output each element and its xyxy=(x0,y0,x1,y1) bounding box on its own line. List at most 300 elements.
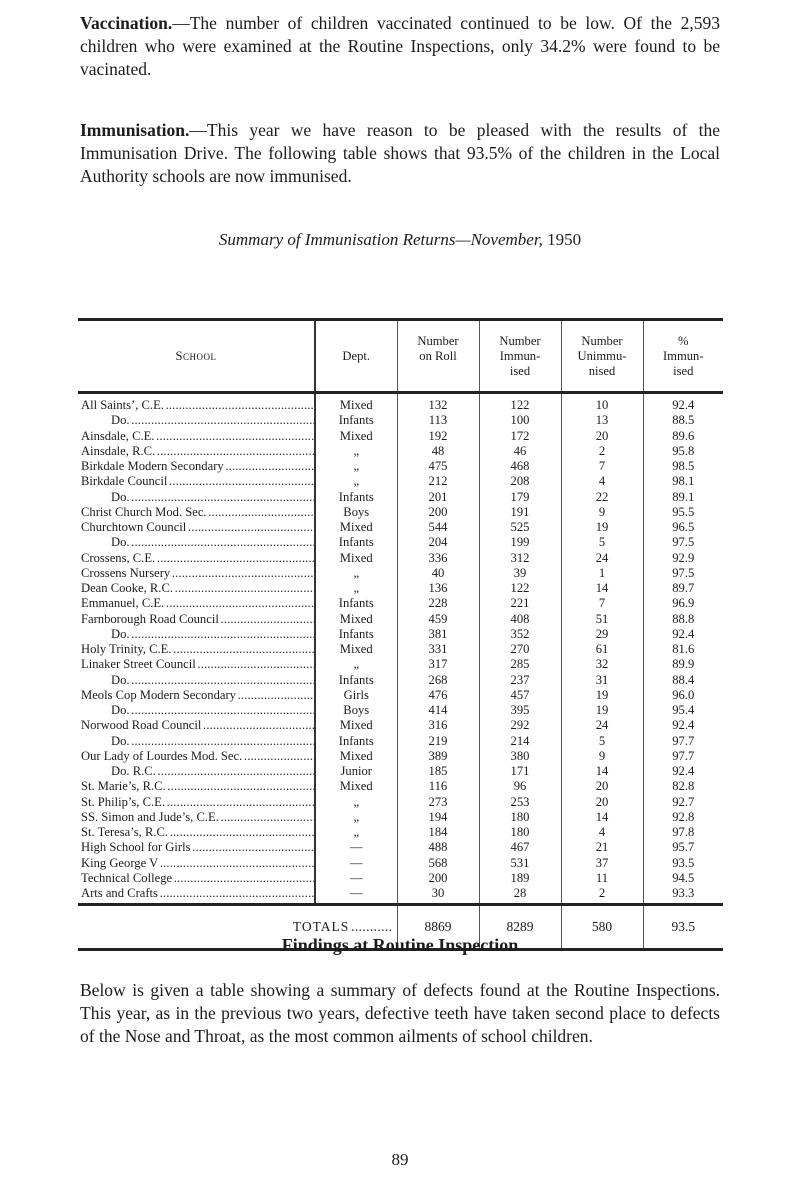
cell-percent: 89.1 xyxy=(643,490,723,505)
cell-roll: 192 xyxy=(397,429,479,444)
cell-dept: Mixed xyxy=(315,551,397,566)
cell-roll: 48 xyxy=(397,444,479,459)
cell-roll: 331 xyxy=(397,642,479,657)
table-row xyxy=(78,764,723,779)
cell-unimmunised: 5 xyxy=(561,734,643,749)
cell-dept: „ xyxy=(315,657,397,672)
table-row xyxy=(78,551,723,566)
cell-immunised: 467 xyxy=(479,840,561,855)
cell-immunised: 179 xyxy=(479,490,561,505)
cell-percent: 92.4 xyxy=(643,764,723,779)
cell-unimmunised: 29 xyxy=(561,627,643,642)
header-percent-line1: % xyxy=(678,333,689,348)
cell-immunised: 191 xyxy=(479,505,561,520)
cell-school-text: Holy Trinity, C.E. xyxy=(81,642,172,656)
vaccination-text: —The number of children vaccinated continued to be low. Of the 2,593 children who were examined at the Routine Inspections, only 34.2% were found to be vacinated. xyxy=(80,13,720,79)
cell-school-text: Dean Cooke, R.C. xyxy=(81,581,173,595)
cell-school xyxy=(78,490,315,505)
cell-school xyxy=(78,749,315,764)
cell-school-text: Do. xyxy=(111,535,130,550)
cell-school xyxy=(78,505,315,520)
cell-immunised: 189 xyxy=(479,871,561,886)
cell-roll: 228 xyxy=(397,596,479,611)
cell-percent: 97.5 xyxy=(643,566,723,581)
cell-unimmunised: 7 xyxy=(561,459,643,474)
cell-school-text: Do. xyxy=(111,413,130,428)
cell-school xyxy=(78,810,315,825)
cell-immunised: 46 xyxy=(479,444,561,459)
cell-roll: 273 xyxy=(397,795,479,810)
table-row xyxy=(78,673,723,688)
cell-school xyxy=(78,474,315,489)
cell-dept: Infants xyxy=(315,596,397,611)
table-row xyxy=(78,734,723,749)
cell-percent: 97.8 xyxy=(643,825,723,840)
cell-percent: 98.5 xyxy=(643,459,723,474)
cell-school-text: Do. xyxy=(111,489,130,504)
cell-dept: Boys xyxy=(315,703,397,718)
cell-dept: Mixed xyxy=(315,429,397,444)
table-row xyxy=(78,856,723,871)
cell-dept: „ xyxy=(315,444,397,459)
cell-unimmunised: 2 xyxy=(561,886,643,905)
cell-school-text: Christ Church Mod. Sec. xyxy=(81,504,207,519)
table-body xyxy=(78,393,723,905)
cell-dept: Infants xyxy=(315,627,397,642)
vaccination-paragraph xyxy=(80,12,720,81)
cell-school-text: Technical College xyxy=(81,870,173,885)
table-row xyxy=(78,627,723,642)
cell-immunised: 468 xyxy=(479,459,561,474)
table-row xyxy=(78,795,723,810)
table-row xyxy=(78,566,723,581)
cell-dept: Mixed xyxy=(315,642,397,657)
cell-dept: „ xyxy=(315,581,397,596)
cell-school-text: St. Teresa’s, R.C. xyxy=(81,825,169,839)
cell-percent: 94.5 xyxy=(643,871,723,886)
cell-roll: 389 xyxy=(397,749,479,764)
cell-dept: Infants xyxy=(315,673,397,688)
table-row xyxy=(78,520,723,535)
cell-school-text: Meols Cop Modern Secondary xyxy=(81,687,236,702)
cell-unimmunised: 20 xyxy=(561,429,643,444)
findings-paragraph: Below is given a table showing a summary of defects found at the Routine Inspections. This year, as in the previous two years, defective teeth have taken second place to defects of the Nose and Throat, as the most common ailments of school children. xyxy=(80,980,720,1046)
cell-school-text: SS. Simon and Jude’s, C.E. xyxy=(81,809,219,824)
cell-percent: 89.6 xyxy=(643,429,723,444)
totals-roll: 8869 xyxy=(397,905,479,950)
cell-roll: 488 xyxy=(397,840,479,855)
cell-roll: 204 xyxy=(397,535,479,550)
cell-school-text: Crossens, C.E. xyxy=(81,550,156,565)
header-immunised-line1: Number xyxy=(499,333,541,348)
cell-unimmunised: 7 xyxy=(561,596,643,611)
cell-school xyxy=(78,840,315,855)
cell-school xyxy=(78,688,315,703)
cell-school-text: Do. R.C. xyxy=(111,764,156,778)
cell-school-text: Do. xyxy=(111,733,130,748)
cell-unimmunised: 19 xyxy=(561,520,643,535)
cell-school-text: Emmanuel, C.E. xyxy=(81,596,165,611)
cell-percent: 93.5 xyxy=(643,856,723,871)
cell-school-text: King George V xyxy=(81,855,159,870)
cell-immunised: 28 xyxy=(479,886,561,905)
cell-school-text: Ainsdale, R.C. xyxy=(81,443,156,458)
cell-school xyxy=(78,596,315,611)
table-row xyxy=(78,642,723,657)
cell-unimmunised: 32 xyxy=(561,657,643,672)
table-row xyxy=(78,810,723,825)
table-row xyxy=(78,444,723,459)
cell-school xyxy=(78,764,315,779)
cell-dept: „ xyxy=(315,459,397,474)
totals-label-text: TOTALS xyxy=(292,919,350,935)
table-caption-year: 1950 xyxy=(547,230,582,249)
header-immunised-line2: Immun- xyxy=(499,348,541,363)
cell-school xyxy=(78,444,315,459)
cell-unimmunised: 22 xyxy=(561,490,643,505)
cell-percent: 92.9 xyxy=(643,551,723,566)
cell-roll: 568 xyxy=(397,856,479,871)
cell-immunised: 408 xyxy=(479,612,561,627)
cell-roll: 459 xyxy=(397,612,479,627)
table-row xyxy=(78,612,723,627)
cell-unimmunised: 10 xyxy=(561,393,643,414)
table-row xyxy=(78,393,723,414)
table-row xyxy=(78,718,723,733)
cell-dept: Junior xyxy=(315,764,397,779)
header-percent-line3: ised xyxy=(673,363,694,378)
cell-immunised: 208 xyxy=(479,474,561,489)
cell-percent: 89.9 xyxy=(643,657,723,672)
cell-dept: — xyxy=(315,886,397,905)
header-roll-line2: on Roll xyxy=(419,348,457,363)
findings-heading: Findings at Routine Inspection xyxy=(281,935,519,955)
cell-percent: 98.1 xyxy=(643,474,723,489)
cell-roll: 336 xyxy=(397,551,479,566)
cell-school-text: Our Lady of Lourdes Mod. Sec. xyxy=(81,748,243,763)
cell-school-text: Birkdale Council xyxy=(81,474,168,489)
cell-immunised: 172 xyxy=(479,429,561,444)
cell-school-text: Norwood Road Council xyxy=(81,718,202,733)
cell-unimmunised: 9 xyxy=(561,505,643,520)
cell-school xyxy=(78,551,315,566)
cell-roll: 30 xyxy=(397,886,479,905)
cell-immunised: 395 xyxy=(479,703,561,718)
cell-dept: Infants xyxy=(315,413,397,428)
cell-school xyxy=(78,673,315,688)
cell-school xyxy=(78,825,315,840)
cell-unimmunised: 4 xyxy=(561,825,643,840)
cell-immunised: 457 xyxy=(479,688,561,703)
cell-immunised: 352 xyxy=(479,627,561,642)
cell-percent: 92.4 xyxy=(643,627,723,642)
cell-immunised: 122 xyxy=(479,581,561,596)
table-row xyxy=(78,657,723,672)
cell-percent: 95.7 xyxy=(643,840,723,855)
cell-percent: 95.4 xyxy=(643,703,723,718)
cell-unimmunised: 11 xyxy=(561,871,643,886)
totals-immunised: 8289 xyxy=(479,905,561,950)
cell-immunised: 270 xyxy=(479,642,561,657)
cell-school xyxy=(78,459,315,474)
table-row xyxy=(78,490,723,505)
table-row xyxy=(78,749,723,764)
cell-unimmunised: 14 xyxy=(561,581,643,596)
cell-school-text: All Saints’, C.E. xyxy=(81,398,164,412)
cell-school-text: Do. xyxy=(111,672,130,687)
table-row xyxy=(78,413,723,428)
cell-dept: Mixed xyxy=(315,718,397,733)
cell-unimmunised: 14 xyxy=(561,810,643,825)
table-caption xyxy=(0,230,800,250)
cell-school-text: Do. xyxy=(111,703,130,717)
cell-percent: 95.5 xyxy=(643,505,723,520)
cell-immunised: 531 xyxy=(479,856,561,871)
cell-immunised: 96 xyxy=(479,779,561,794)
cell-dept: „ xyxy=(315,474,397,489)
cell-percent: 82.8 xyxy=(643,779,723,794)
cell-roll: 200 xyxy=(397,871,479,886)
cell-roll: 381 xyxy=(397,627,479,642)
totals-percent: 93.5 xyxy=(643,905,723,950)
cell-percent: 92.7 xyxy=(643,795,723,810)
cell-dept: — xyxy=(315,856,397,871)
table-caption-text: Summary of Immunisation Returns—November, xyxy=(218,230,543,249)
table-row xyxy=(78,688,723,703)
cell-percent: 97.5 xyxy=(643,535,723,550)
cell-immunised: 312 xyxy=(479,551,561,566)
table-header-row xyxy=(78,320,723,393)
cell-roll: 136 xyxy=(397,581,479,596)
cell-roll: 268 xyxy=(397,673,479,688)
cell-dept: Infants xyxy=(315,490,397,505)
immunisation-title: Immunisation. xyxy=(80,120,190,140)
header-school: School xyxy=(78,320,315,393)
cell-roll: 40 xyxy=(397,566,479,581)
table-row xyxy=(78,703,723,718)
cell-unimmunised: 20 xyxy=(561,779,643,794)
cell-roll: 475 xyxy=(397,459,479,474)
cell-school xyxy=(78,871,315,886)
table-row xyxy=(78,825,723,840)
cell-immunised: 122 xyxy=(479,393,561,414)
cell-roll: 185 xyxy=(397,764,479,779)
cell-unimmunised: 9 xyxy=(561,749,643,764)
cell-dept: Infants xyxy=(315,734,397,749)
cell-school xyxy=(78,535,315,550)
cell-school xyxy=(78,642,315,657)
header-roll xyxy=(397,320,479,393)
cell-roll: 184 xyxy=(397,825,479,840)
cell-school xyxy=(78,718,315,733)
cell-school-text: Crossens Nursery xyxy=(81,565,171,580)
table-row xyxy=(78,871,723,886)
cell-roll: 414 xyxy=(397,703,479,718)
cell-unimmunised: 24 xyxy=(561,551,643,566)
cell-immunised: 199 xyxy=(479,535,561,550)
cell-unimmunised: 2 xyxy=(561,444,643,459)
header-roll-line1: Number xyxy=(417,333,459,348)
header-dept: Dept. xyxy=(315,320,397,393)
cell-immunised: 253 xyxy=(479,795,561,810)
cell-school xyxy=(78,856,315,871)
header-percent-line2: Immun- xyxy=(662,348,704,363)
cell-percent: 81.6 xyxy=(643,642,723,657)
table-row xyxy=(78,429,723,444)
cell-school xyxy=(78,520,315,535)
cell-school xyxy=(78,657,315,672)
cell-roll: 116 xyxy=(397,779,479,794)
cell-unimmunised: 24 xyxy=(561,718,643,733)
cell-dept: Mixed xyxy=(315,393,397,414)
cell-immunised: 100 xyxy=(479,413,561,428)
cell-unimmunised: 21 xyxy=(561,840,643,855)
cell-percent: 88.8 xyxy=(643,612,723,627)
cell-school xyxy=(78,429,315,444)
cell-roll: 544 xyxy=(397,520,479,535)
cell-dept: — xyxy=(315,840,397,855)
table-row xyxy=(78,535,723,550)
table-row xyxy=(78,581,723,596)
cell-unimmunised: 19 xyxy=(561,688,643,703)
header-unimmunised-line3: nised xyxy=(588,363,616,378)
cell-percent: 96.5 xyxy=(643,520,723,535)
cell-immunised: 380 xyxy=(479,749,561,764)
cell-percent: 93.3 xyxy=(643,886,723,905)
cell-school xyxy=(78,393,315,414)
immunisation-table xyxy=(78,318,723,951)
header-immunised-line3: ised xyxy=(509,363,531,378)
cell-unimmunised: 31 xyxy=(561,673,643,688)
cell-school xyxy=(78,779,315,794)
cell-school xyxy=(78,413,315,428)
cell-percent: 95.8 xyxy=(643,444,723,459)
cell-unimmunised: 1 xyxy=(561,566,643,581)
cell-immunised: 292 xyxy=(479,718,561,733)
cell-roll: 194 xyxy=(397,810,479,825)
cell-school-text: Churchtown Council xyxy=(81,520,187,534)
cell-roll: 212 xyxy=(397,474,479,489)
cell-immunised: 180 xyxy=(479,825,561,840)
cell-school xyxy=(78,566,315,581)
cell-school-text: Farnborough Road Council xyxy=(81,611,219,626)
cell-unimmunised: 19 xyxy=(561,703,643,718)
cell-dept: „ xyxy=(315,795,397,810)
cell-immunised: 180 xyxy=(479,810,561,825)
cell-school-text: Linaker Street Council xyxy=(81,657,196,672)
cell-dept: Mixed xyxy=(315,520,397,535)
cell-school-text: Ainsdale, C.E. xyxy=(81,428,155,443)
page-number: 89 xyxy=(391,1150,409,1169)
cell-school xyxy=(78,795,315,810)
cell-school xyxy=(78,627,315,642)
cell-immunised: 221 xyxy=(479,596,561,611)
table-row xyxy=(78,505,723,520)
cell-unimmunised: 20 xyxy=(561,795,643,810)
cell-unimmunised: 4 xyxy=(561,474,643,489)
cell-roll: 476 xyxy=(397,688,479,703)
cell-school-text: St. Marie’s, R.C. xyxy=(81,779,166,794)
cell-percent: 88.4 xyxy=(643,673,723,688)
cell-percent: 97.7 xyxy=(643,734,723,749)
cell-dept: „ xyxy=(315,810,397,825)
cell-immunised: 237 xyxy=(479,673,561,688)
cell-immunised: 214 xyxy=(479,734,561,749)
cell-percent: 88.5 xyxy=(643,413,723,428)
cell-school-text: Do. xyxy=(111,626,130,641)
immunisation-paragraph xyxy=(80,119,720,188)
table-row xyxy=(78,459,723,474)
cell-roll: 132 xyxy=(397,393,479,414)
cell-percent: 92.4 xyxy=(643,393,723,414)
cell-percent: 96.9 xyxy=(643,596,723,611)
immunisation-text: —This year we have reason to be pleased with the results of the Immunisation Drive. The following table shows that 93.5% of the children in the Local Authority schools are now immunised. xyxy=(80,120,720,186)
vaccination-title: Vaccination. xyxy=(80,13,173,33)
cell-school-text: Arts and Crafts xyxy=(81,886,158,900)
table-row xyxy=(78,840,723,855)
cell-dept: Mixed xyxy=(315,612,397,627)
cell-percent: 92.8 xyxy=(643,810,723,825)
cell-dept: — xyxy=(315,871,397,886)
cell-school-text: High School for Girls xyxy=(81,840,191,855)
cell-immunised: 39 xyxy=(479,566,561,581)
cell-school xyxy=(78,734,315,749)
cell-school xyxy=(78,581,315,596)
table-row xyxy=(78,596,723,611)
cell-unimmunised: 5 xyxy=(561,535,643,550)
cell-roll: 113 xyxy=(397,413,479,428)
cell-immunised: 525 xyxy=(479,520,561,535)
cell-roll: 201 xyxy=(397,490,479,505)
header-immunised xyxy=(479,320,561,393)
cell-school-text: Birkdale Modern Secondary xyxy=(81,459,224,473)
cell-immunised: 171 xyxy=(479,764,561,779)
cell-immunised: 285 xyxy=(479,657,561,672)
table-row xyxy=(78,779,723,794)
cell-dept: „ xyxy=(315,566,397,581)
cell-percent: 97.7 xyxy=(643,749,723,764)
header-unimmunised-line1: Number xyxy=(581,333,623,348)
cell-dept: Girls xyxy=(315,688,397,703)
cell-school xyxy=(78,703,315,718)
cell-unimmunised: 61 xyxy=(561,642,643,657)
cell-roll: 219 xyxy=(397,734,479,749)
cell-unimmunised: 51 xyxy=(561,612,643,627)
cell-dept: „ xyxy=(315,825,397,840)
cell-roll: 200 xyxy=(397,505,479,520)
cell-percent: 89.7 xyxy=(643,581,723,596)
cell-dept: Boys xyxy=(315,505,397,520)
cell-school-text: St. Philip’s, C.E. xyxy=(81,794,165,809)
cell-roll: 317 xyxy=(397,657,479,672)
totals-unimmunised: 580 xyxy=(561,905,643,950)
cell-dept: Mixed xyxy=(315,779,397,794)
cell-unimmunised: 14 xyxy=(561,764,643,779)
cell-dept: Mixed xyxy=(315,749,397,764)
cell-unimmunised: 13 xyxy=(561,413,643,428)
cell-percent: 96.0 xyxy=(643,688,723,703)
header-unimmunised-line2: Unimmu- xyxy=(577,348,627,363)
immunisation-table-container xyxy=(78,318,723,951)
cell-dept: Infants xyxy=(315,535,397,550)
cell-school xyxy=(78,886,315,905)
header-percent xyxy=(643,320,723,393)
cell-percent: 92.4 xyxy=(643,718,723,733)
header-unimmunised xyxy=(561,320,643,393)
cell-unimmunised: 37 xyxy=(561,856,643,871)
cell-roll: 316 xyxy=(397,718,479,733)
table-row xyxy=(78,886,723,905)
